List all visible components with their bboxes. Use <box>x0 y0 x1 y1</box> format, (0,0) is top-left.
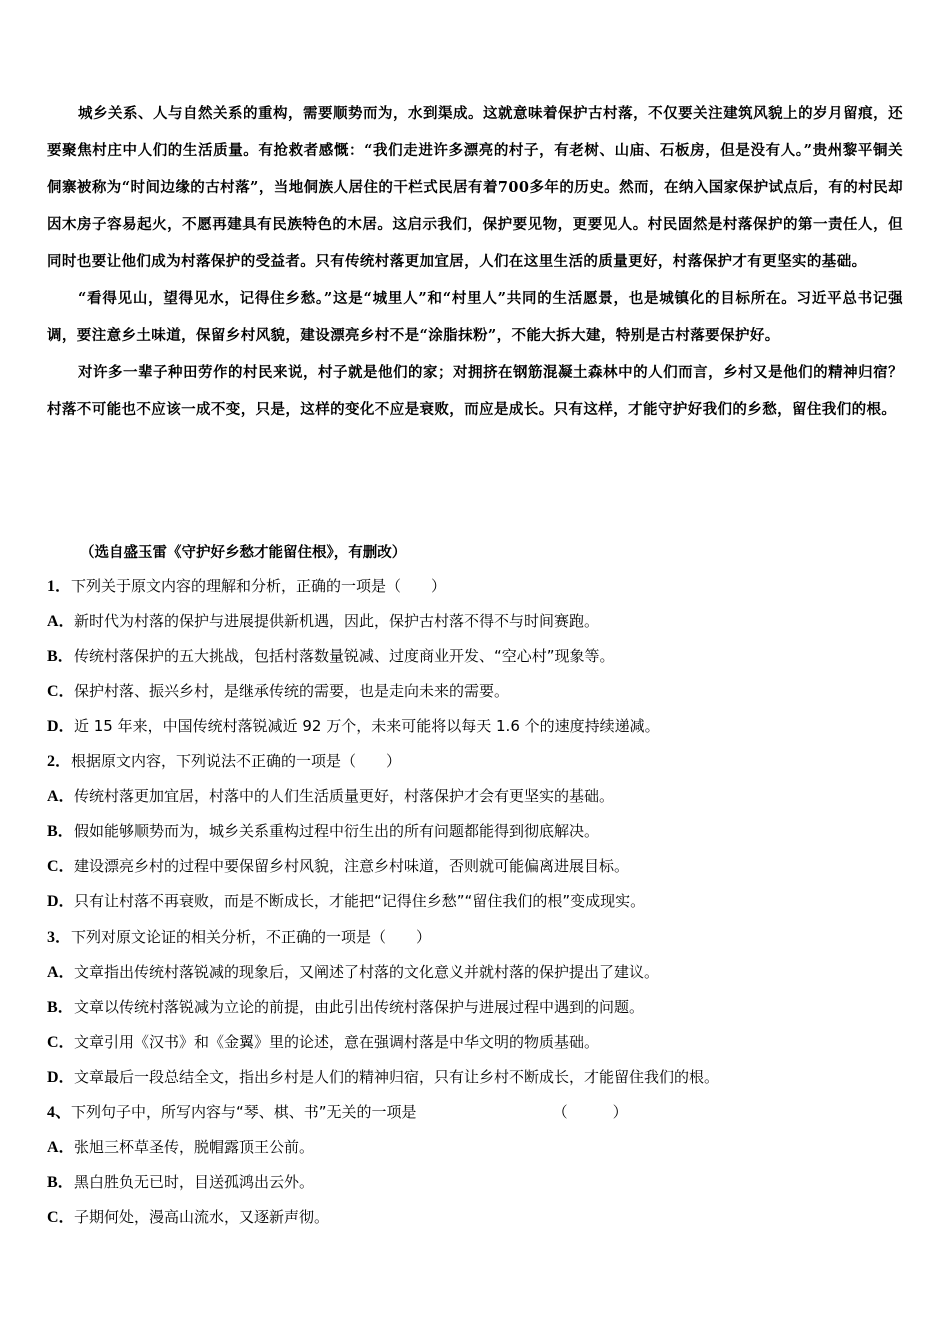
question-1-option-d <box>47 714 660 739</box>
option-text: 传统村落更加宜居，村落中的人们生活质量更好，村落保护才会有更坚实的基础。 <box>74 787 615 805</box>
question-1-stem <box>47 574 446 599</box>
option-label: C． <box>47 858 75 875</box>
question-3-option-d <box>47 1065 719 1090</box>
option-text: 假如能够顺势而为，城乡关系重构过程中衍生出的所有问题都能得到彻底解决。 <box>74 822 600 840</box>
question-4-option-a <box>47 1135 314 1160</box>
question-2-option-b <box>47 819 599 844</box>
question-text: 下列对原文论证的相关分析，不正确的一项是（ ） <box>71 928 432 946</box>
option-text: 文章指出传统村落锐减的现象后，又阐述了村落的文化意义并就村落的保护提出了建议。 <box>74 963 660 981</box>
option-text: 保护村落、振兴乡村，是继承传统的需要，也是走向未来的需要。 <box>74 682 510 700</box>
question-2-option-d <box>47 889 645 914</box>
question-text: 下列句子中，所写内容与“琴、棋、书”无关的一项是 <box>71 1103 417 1121</box>
option-text: 近 15 年来，中国传统村落锐减近 92 万个，未来可能将以每天 1.6 个的速度持续递减。 <box>74 717 660 735</box>
question-1-option-c <box>47 679 509 704</box>
question-2-stem <box>47 749 401 774</box>
answer-blank: （ ） <box>552 1103 628 1121</box>
option-label: A． <box>47 964 75 981</box>
option-label: A． <box>47 613 75 630</box>
question-text: 下列关于原文内容的理解和分析，正确的一项是（ ） <box>71 577 447 595</box>
option-text: 张旭三杯草圣传，脱帽露顶王公前。 <box>74 1138 315 1156</box>
question-number: 2． <box>47 753 72 770</box>
option-text: 只有让村落不再衰败，而是不断成长，才能把“记得住乡愁”“留住我们的根”变成现实。 <box>74 892 646 910</box>
option-text: 文章最后一段总结全文，指出乡村是人们的精神归宿，只有让乡村不断成长，才能留住我们的根。 <box>74 1068 720 1086</box>
option-label: C． <box>47 1034 75 1051</box>
option-label: D． <box>47 1069 75 1086</box>
option-text: 文章引用《汉书》和《金翼》里的论述，意在强调村落是中华文明的物质基础。 <box>74 1033 600 1051</box>
option-label: D． <box>47 893 75 910</box>
question-3-option-a <box>47 960 659 985</box>
option-text: 建设漂亮乡村的过程中要保留乡村风貌，注意乡村味道，否则就可能偏离进展目标。 <box>74 857 630 875</box>
question-text: 根据原文内容，下列说法不正确的一项是（ ） <box>71 752 402 770</box>
question-4-option-c <box>47 1205 329 1230</box>
option-text: 子期何处，漫高山流水，又逐新声彻。 <box>74 1208 330 1226</box>
question-number: 3． <box>47 929 72 946</box>
question-2-option-a <box>47 784 614 809</box>
option-label: B． <box>47 999 74 1016</box>
question-4-option-b <box>47 1170 314 1195</box>
option-text: 黑白胜负无已时，目送孤鸿出云外。 <box>74 1173 315 1191</box>
passage-paragraph-1: 城乡关系、人与自然关系的重构，需要顺势而为，水到渠成。这就意味着保护古村落，不仅要关注建筑风貌上的岁月留痕，还要聚焦村庄中人们的生活质量。有抢救者感慨：“我们走进许多漂亮的村子，有老树、山庙、石板房，但是没有人。”贵州黎平铜关侗寨被称为“时间边缘的古村落”，当地侗族人居住的干栏式民居有着700多年的历史。然而，在纳入国家保护试点后，有的村民却因木房子容易起火，不愿再建具有民族特色的木居。这启示我们，保护要见物，更要见人。村民固然是村落保护的第一责任人，但同时也要让他们成为村落保护的受益者。只有传统村落更加宜居，人们在这里生活的质量更好，村落保护才有更坚实的基础。 <box>47 105 903 270</box>
passage-source: （选自盛玉雷《守护好乡愁才能留住根》，有删改） <box>80 544 407 561</box>
question-1-option-b <box>47 644 615 669</box>
option-label: A． <box>47 788 75 805</box>
option-label: C． <box>47 1209 75 1226</box>
option-text: 文章以传统村落锐减为立论的前提，由此引出传统村落保护与进展过程中遇到的问题。 <box>74 998 645 1016</box>
question-3-option-c <box>47 1030 599 1055</box>
question-1-option-a <box>47 609 599 634</box>
option-text: 传统村落保护的五大挑战，包括村落数量锐减、过度商业开发、“空心村”现象等。 <box>74 647 615 665</box>
question-number: 4、 <box>47 1104 72 1121</box>
question-4-stem <box>47 1100 628 1125</box>
passage-paragraph-2: “看得见山，望得见水，记得住乡愁。”这是“城里人”和“村里人”共同的生活愿景，也是城镇化的目标所在。习近平总书记强调，要注意乡土味道，保留乡村风貌，建设漂亮乡村不是“涂脂抹粉”，不能大拆大建，特别是古村落要保护好。 <box>47 290 903 344</box>
question-3-stem <box>47 925 431 950</box>
question-2-option-c <box>47 854 629 879</box>
option-label: C． <box>47 683 75 700</box>
question-3-option-b <box>47 995 644 1020</box>
reading-passage <box>47 95 903 428</box>
option-label: A． <box>47 1139 75 1156</box>
option-label: D． <box>47 718 75 735</box>
passage-paragraph-3: 对许多一辈子种田劳作的村民来说，村子就是他们的家；对拥挤在钢筋混凝土森林中的人们而言，乡村又是他们的精神归宿？村落不可能也不应该一成不变，只是，这样的变化不应是衰败，而应是成长。只有这样，才能守护好我们的乡愁，留住我们的根。 <box>47 364 903 418</box>
option-label: B． <box>47 648 74 665</box>
option-label: B． <box>47 1174 74 1191</box>
question-number: 1． <box>47 578 72 595</box>
option-label: B． <box>47 823 74 840</box>
option-text: 新时代为村落的保护与进展提供新机遇，因此，保护古村落不得不与时间赛跑。 <box>74 612 600 630</box>
